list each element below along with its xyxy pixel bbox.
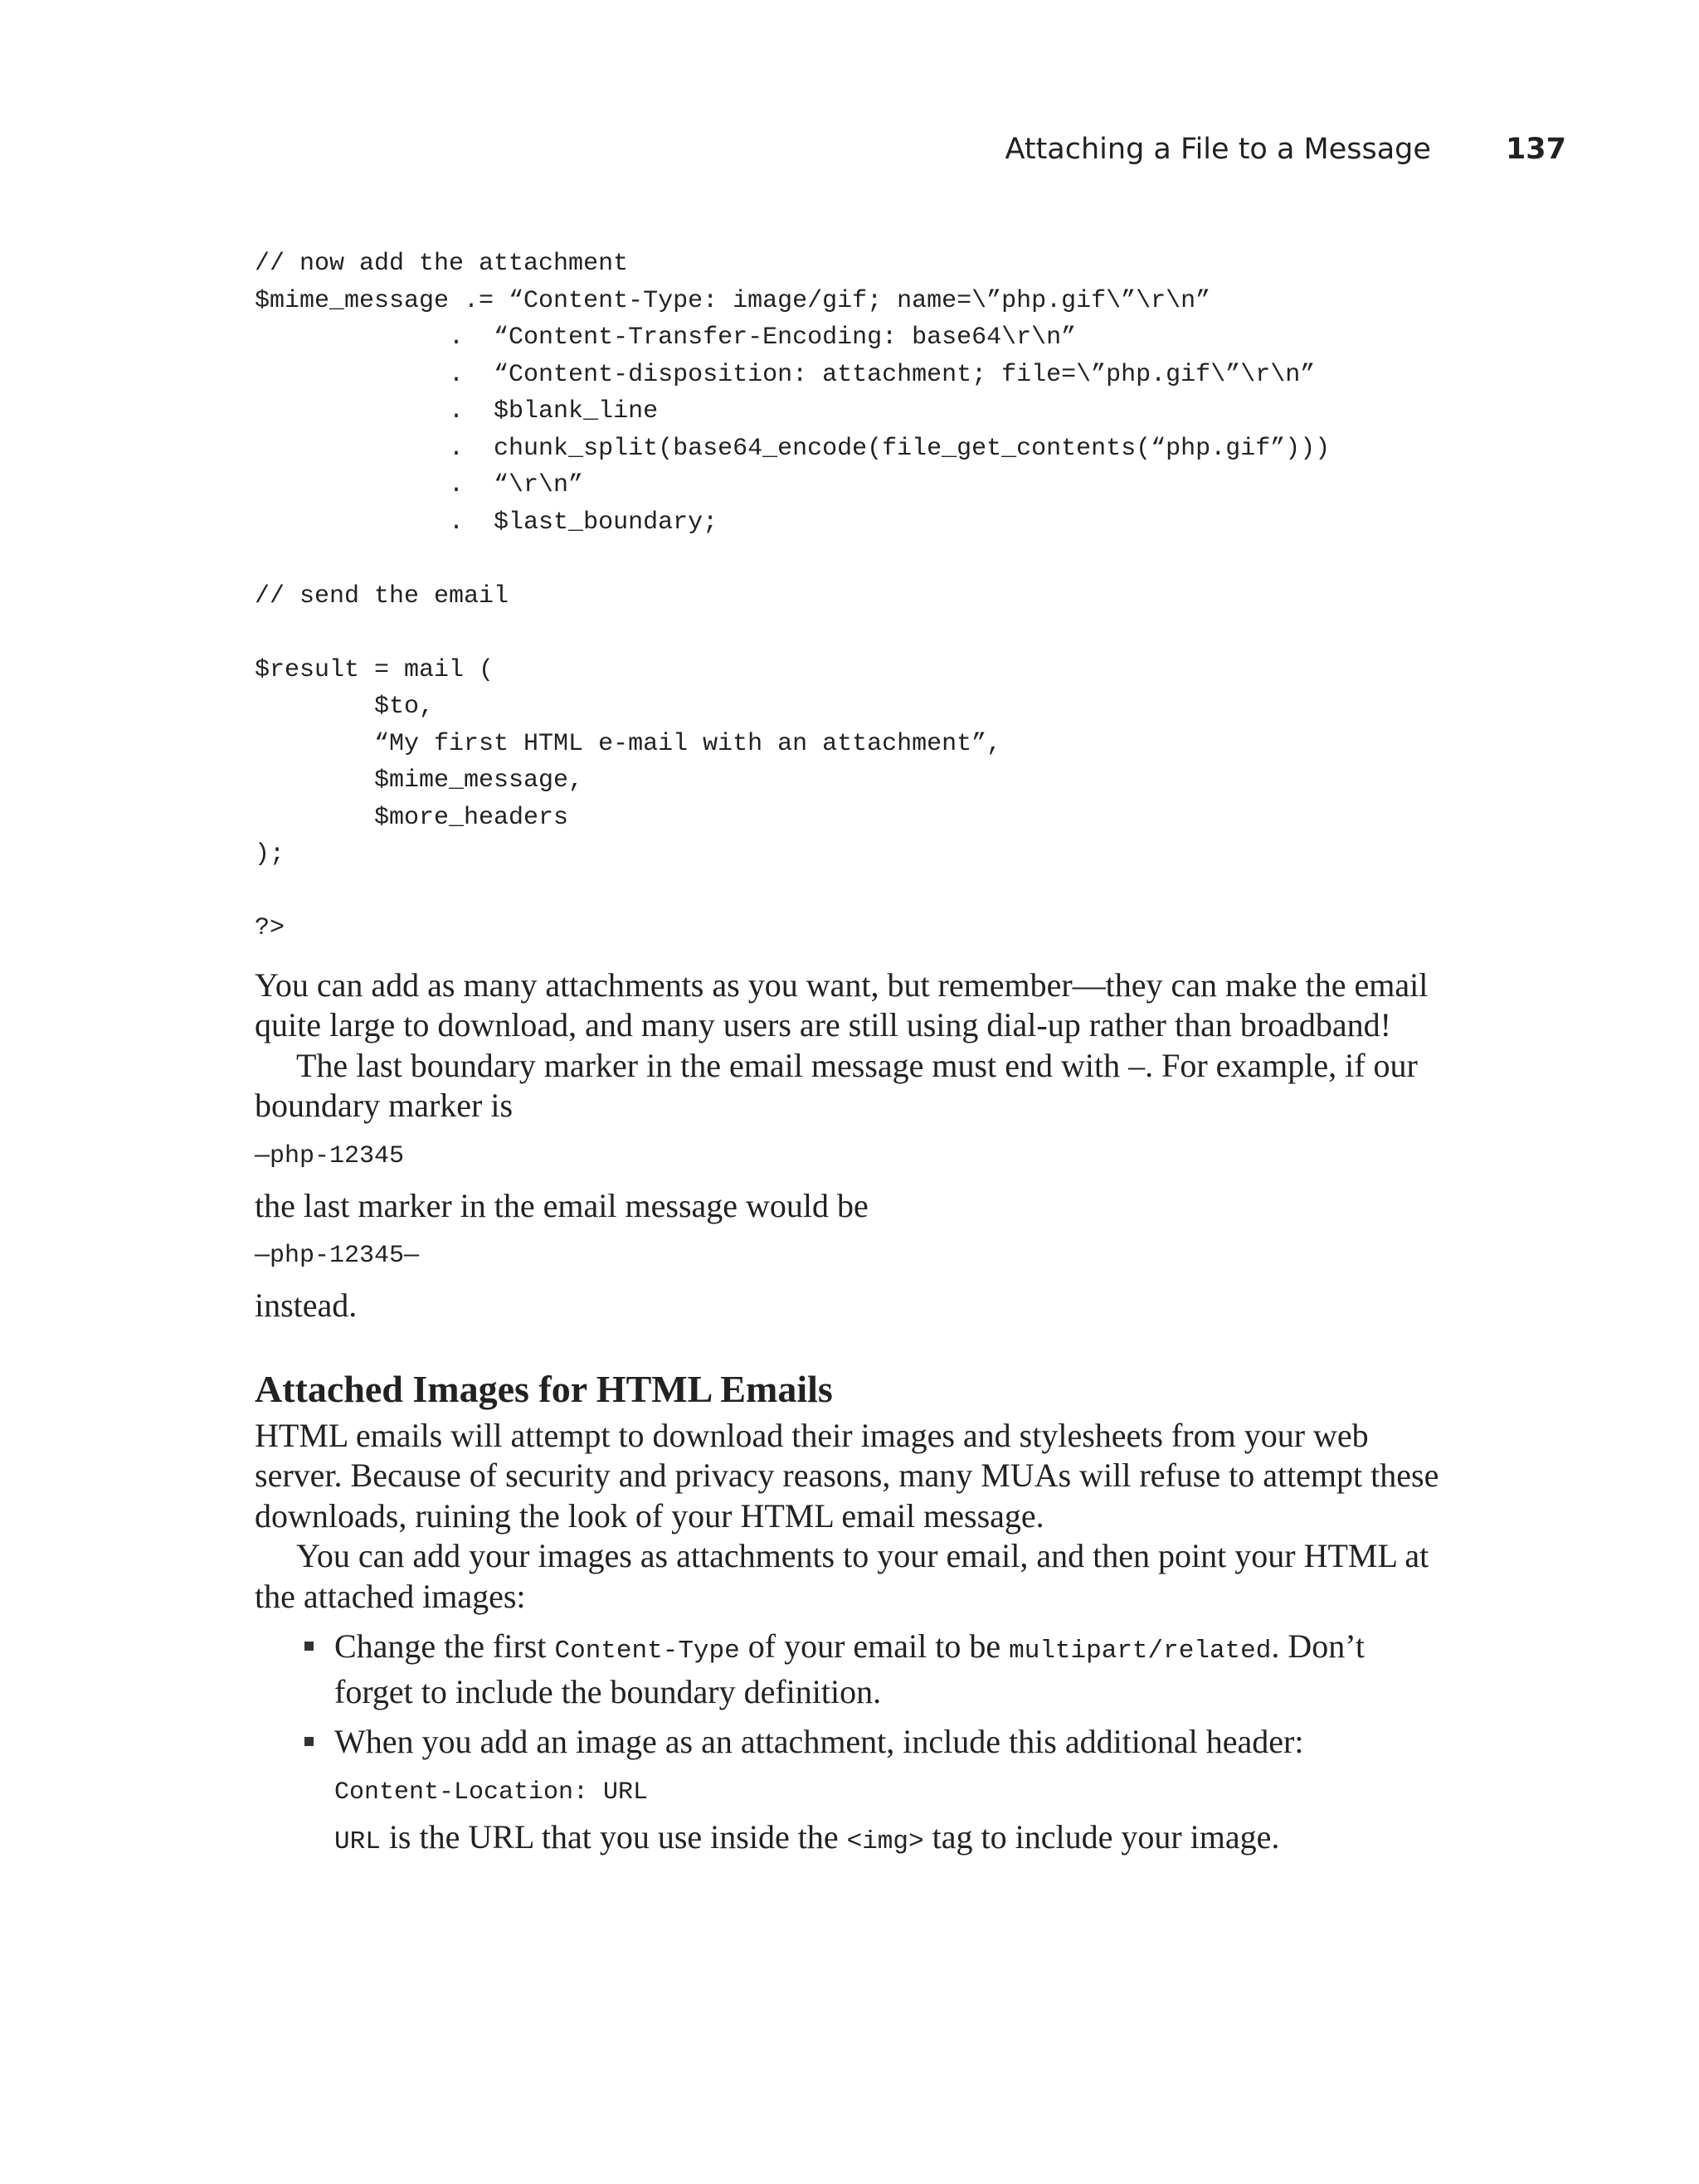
section-heading: Attached Images for HTML Emails [255,1367,833,1410]
last-boundary-marker-example: —php-12345— [255,1242,420,1270]
bullet-2-url-explanation [334,1817,1449,1863]
page-number: 137 [1505,133,1566,166]
list-item [334,1722,1449,1862]
page-content [255,246,1449,1872]
list-item [334,1627,1449,1712]
paragraph-instead: instead. [255,1287,358,1324]
bullet-1-text-c: . Don’t forget to include the boundary definition. [334,1627,1365,1710]
content-location-header-code: Content-Location: URL [334,1778,649,1807]
paragraph-boundary-marker: The last boundary marker in the email message must end with –. For example, if our boundary marker is [255,1046,1418,1124]
php-code-listing: // now add the attachment $mime_message .= “Content-Type: image/gif; name=\”php.gif\”\r\n” . “Content-Transfer-Encoding: base64\r\n” . “Content-disposition: attachment; file=\”php.gif\”\r\n” . $blank_line . chunk_split(base64_encode(file_get_contents(“php.gif”))) . “\r\n” . $last_boundary; // send the email $result = mail ( $to, “My first HTML e-mail with an attachment”, $mime_message, $more_headers ); ?> [255,250,1331,942]
bullet-2-text-b: tag to include your image. [923,1817,1280,1856]
running-head [1005,133,1566,166]
bullet-1-text-a: Change the first [334,1627,555,1665]
bullet-square-icon [304,1642,314,1651]
bullet-2-text: When you add an image as an attachment, include this additional header: [334,1723,1304,1760]
bullet-1-code-multipart: multipart/related [1009,1637,1272,1666]
boundary-marker-example: —php-12345 [255,1141,405,1170]
bullet-2-text-a: is the URL that you use inside the [380,1817,847,1856]
bullet-1-text-b: of your email to be [739,1627,1010,1665]
bullet-2-code-url: URL [334,1826,381,1856]
bullet-2-code-img: <img> [846,1826,924,1856]
paragraph-attachments-note: You can add as many attachments as you want, but remember—they can make the email quite large to download, and many users are still using dial-up rather than broadband! [255,966,1429,1043]
paragraph-last-marker: the last marker in the email message would be [255,1186,869,1224]
instruction-list [255,1627,1449,1862]
bullet-square-icon [304,1737,314,1746]
bullet-1-code-content-type: Content-Type [554,1637,740,1666]
paragraph-html-emails: HTML emails will attempt to download their images and stylesheets from your web server. Because of security and privacy reasons, many MUAs will refuse to attempt these downloads, ruining the look of your HTML email message. [255,1416,1439,1535]
paragraph-attach-images: You can add your images as attachments to your email, and then point your HTML at the attached images: [255,1537,1429,1615]
running-head-title: Attaching a File to a Message [1005,133,1431,166]
